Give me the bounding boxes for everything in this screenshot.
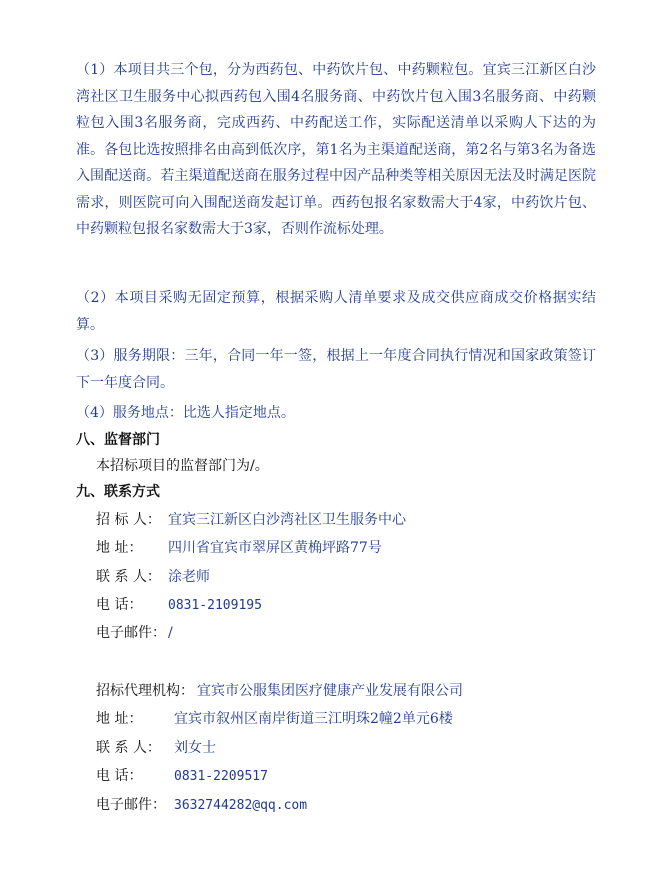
agency-phone-label: 电 话： xyxy=(96,768,143,784)
section-8-text: 本招标项目的监督部门为/。 xyxy=(96,458,269,474)
agency-contact-value: 刘女士 xyxy=(174,740,216,756)
agency-email-row xyxy=(96,795,307,816)
tenderer-address-label: 地 址： xyxy=(96,540,143,556)
agency-address-value: 宜宾市叙州区南岸街道三江明珠2幢2单元6楼 xyxy=(174,711,453,727)
tenderer-contact-label: 联 系 人： xyxy=(96,569,161,585)
agency-contact-row xyxy=(96,738,216,758)
agency-address-label: 地 址： xyxy=(96,711,143,727)
section-8-heading: 八、监督部门 xyxy=(76,432,160,448)
tenderer-email-value: / xyxy=(168,625,173,641)
tenderer-contact-value: 涂老师 xyxy=(168,569,210,585)
item-3-paragraph: （3）服务期限：三年，合同一年一签，根据上一年度合同执行情况和国家政策签订下一年度合同。 xyxy=(76,348,596,391)
agency-address-row xyxy=(96,709,453,729)
agency-email-value: 3632744282@qq.com xyxy=(174,798,308,813)
tenderer-name-label: 招 标 人： xyxy=(96,512,161,528)
tenderer-name-row xyxy=(96,510,406,530)
section-9-heading: 九、联系方式 xyxy=(76,484,160,500)
tenderer-phone-label: 电 话： xyxy=(96,597,143,613)
agency-contact-label: 联 系 人： xyxy=(96,740,161,756)
tenderer-address-row xyxy=(96,538,382,558)
tenderer-contact-row xyxy=(96,567,210,587)
item-4-paragraph: （4）服务地点：比选人指定地点。 xyxy=(76,405,295,421)
item-1-paragraph: （1）本项目共三个包，分为西药包、中药饮片包、中药颗粒包。宜宾三江新区白沙湾社区卫生服务中心拟西药包入围4名服务商、中药饮片包入围3名服务商、中药颗粒包入围3名服务商，完成西药、中药配送工作，实际配送清单以采购人下达的为准。各包比选按照排名由高到低次序，第1名为主渠道配送商，第2名与第3名为备选入围配送商。若主渠道配送商在服务过程中因产品种类等相关原因无法及时满足医院需求，则医院可向入围配送商发起订单。西药包报名家数需大于4家，中药饮片包、中药颗粒包报名家数需大于3家，否则作流标处理。 xyxy=(76,62,596,237)
agency-phone-row xyxy=(96,766,268,787)
agency-name-row xyxy=(96,681,463,701)
tenderer-phone-value: 0831-2109195 xyxy=(168,598,262,613)
tenderer-phone-row xyxy=(96,595,262,616)
tenderer-email-label: 电子邮件： xyxy=(96,625,166,641)
agency-name-value: 宜宾市公服集团医疗健康产业发展有限公司 xyxy=(197,683,463,699)
agency-phone-value: 0831-2209517 xyxy=(174,769,268,784)
tenderer-email-row xyxy=(96,623,173,643)
item-2-paragraph: （2）本项目采购无固定预算，根据采购人清单要求及成交供应商成交价格据实结算。 xyxy=(76,290,596,333)
tenderer-address-value: 四川省宜宾市翠屏区黄桷坪路77号 xyxy=(168,540,382,556)
tenderer-name-value: 宜宾三江新区白沙湾社区卫生服务中心 xyxy=(168,512,406,528)
agency-name-label: 招标代理机构： xyxy=(96,683,194,699)
agency-email-label: 电子邮件： xyxy=(96,797,166,813)
